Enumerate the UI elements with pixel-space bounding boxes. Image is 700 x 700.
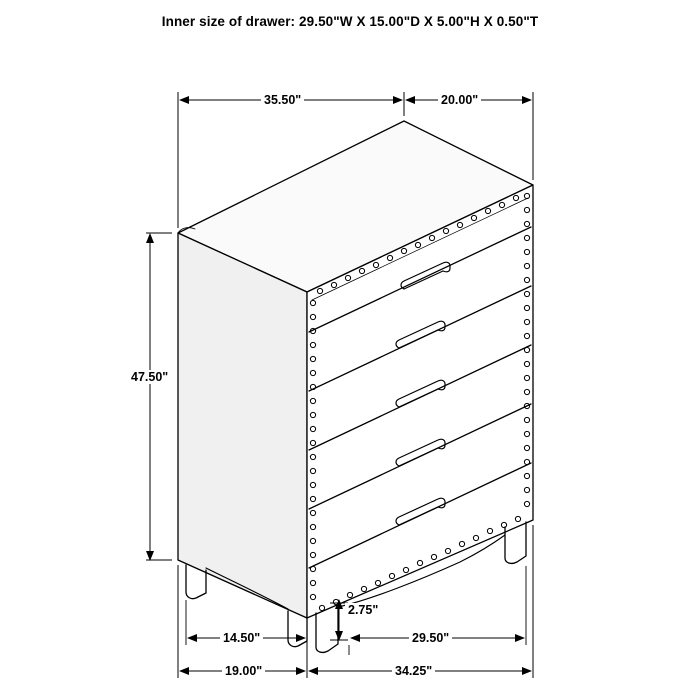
dimension-label-bottom-right-outer: 34.25" [392,664,435,678]
dimension-label-bottom-left-inner: 14.50" [220,631,263,645]
dimension-label-leg-height: 2.75" [345,603,381,617]
dimension-label-top-depth: 20.00" [438,93,481,107]
dimension-label-height: 47.50" [128,370,171,384]
page-title: Inner size of drawer: 29.50"W X 15.00"D X 5.00"H X 0.50"T [161,14,539,29]
dimension-label-bottom-left-outer: 19.00" [222,664,265,678]
dimension-label-top-width: 35.50" [261,93,304,107]
dimension-label-bottom-right-inner: 29.50" [409,631,452,645]
